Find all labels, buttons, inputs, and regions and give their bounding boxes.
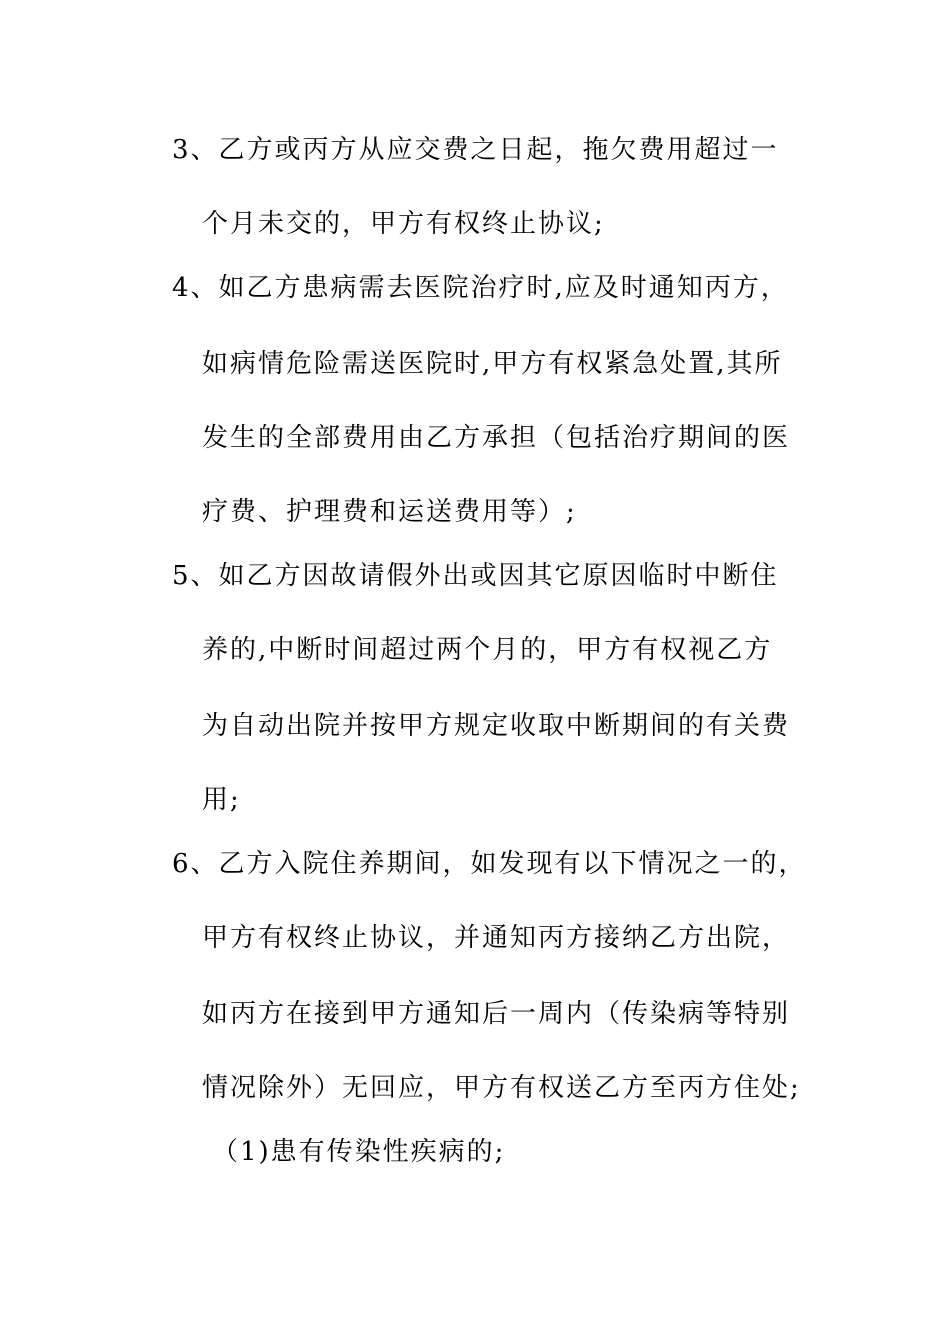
clause-4-line-1: 4、如乙方患病需去医院治疗时,应及时通知丙方，: [172, 273, 789, 303]
clause-6-line-3: 如丙方在接到甲方通知后一周内（传染病等特别: [202, 999, 791, 1029]
clause-3-line-1: 3、乙方或丙方从应交费之日起，拖欠费用超过一: [172, 135, 779, 165]
clause-4-line-4: 疗费、护理费和运送费用等）;: [202, 497, 577, 527]
clause-3-line-2: 个月未交的，甲方有权终止协议;: [202, 209, 605, 239]
clause-6-line-4: 情况除外）无回应，甲方有权送乙方至丙方住处;: [202, 1073, 801, 1103]
clause-5-line-4: 用;: [202, 785, 241, 815]
clause-6-line-1: 6、乙方入院住养期间，如发现有以下情况之一的，: [172, 849, 807, 879]
clause-4-line-2: 如病情危险需送医院时,甲方有权紧急处置,其所: [202, 349, 783, 379]
clause-4-line-3: 发生的全部费用由乙方承担（包括治疗期间的医: [202, 423, 791, 453]
sub-item-1: （1)患有传染性疾病的;: [212, 1137, 506, 1167]
clause-5-line-1: 5、如乙方因故请假外出或因其它原因临时中断住: [172, 561, 779, 591]
clause-5-line-3: 为自动出院并按甲方规定收取中断期间的有关费: [202, 711, 791, 741]
clause-6-line-2: 甲方有权终止协议，并通知丙方接纳乙方出院，: [202, 923, 791, 953]
clause-5-line-2: 养的,中断时间超过两个月的，甲方有权视乙方: [202, 635, 773, 665]
